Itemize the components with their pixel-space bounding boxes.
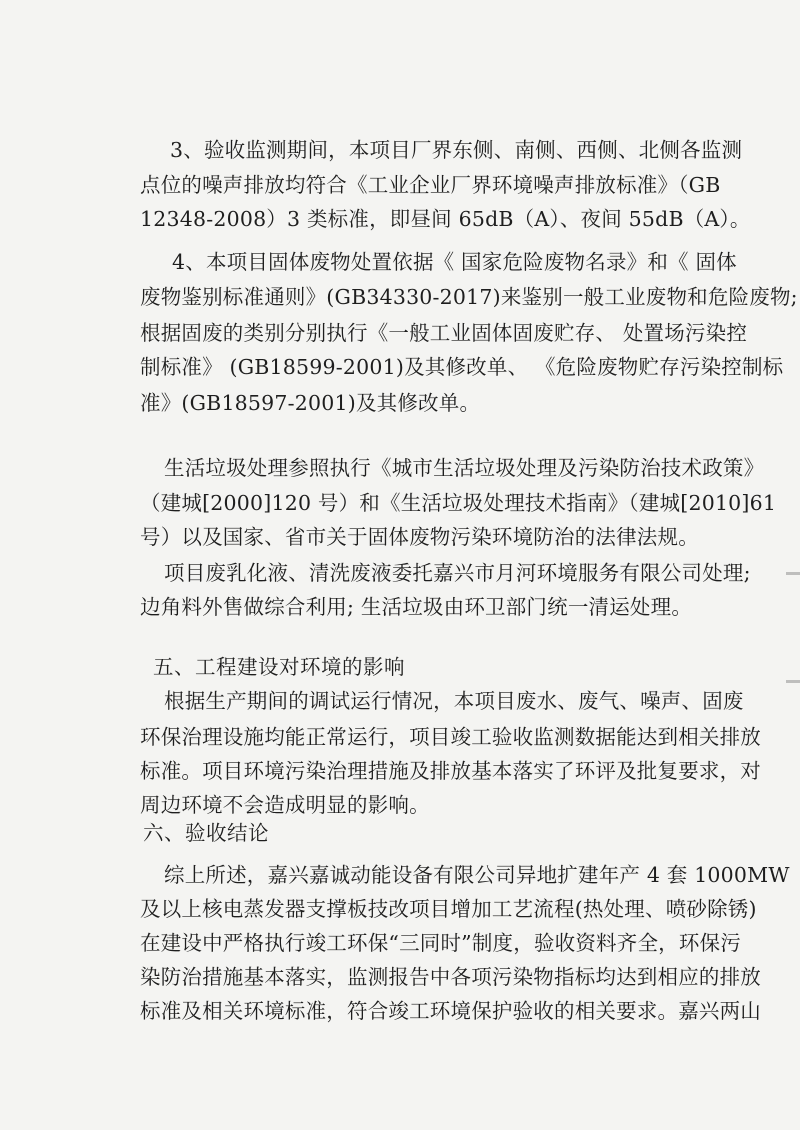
scan-edge-mark bbox=[786, 680, 800, 683]
body-text-line: 制标准》 (GB18599-2001)及其修改单、 《危险废物贮存污染控制标 bbox=[140, 355, 784, 379]
body-text-line: 准》(GB18597-2001)及其修改单。 bbox=[140, 391, 481, 415]
body-text-line: （建城[2000]120 号）和《生活垃圾处理技术指南》（建城[2010]61 bbox=[140, 491, 777, 515]
body-text-line: 环保治理设施均能正常运行，项目竣工验收监测数据能达到相关排放 bbox=[140, 725, 761, 749]
body-text-line: 生活垃圾处理参照执行《城市生活垃圾处理及污染防治技术政策》 bbox=[164, 456, 765, 480]
section-heading-5: 五、工程建设对环境的影响 bbox=[153, 655, 405, 679]
body-text-line: 及以上核电蒸发器支撑板技改项目增加工艺流程(热处理、喷砂除锈) bbox=[140, 897, 757, 921]
body-text-line: 废物鉴别标准通则》(GB34330-2017)来鉴别一般工业废物和危险废物; bbox=[140, 285, 798, 309]
body-text-line: 周边环境不会造成明显的影响。 bbox=[140, 793, 430, 817]
body-text-line: 综上所述，嘉兴嘉诚动能设备有限公司异地扩建年产 4 套 1000MW bbox=[164, 863, 790, 887]
body-text-line: 项目废乳化液、清洗废液委托嘉兴市月河环境服务有限公司处理; bbox=[164, 561, 751, 585]
body-text-line: 染防治措施基本落实，监测报告中各项污染物指标均达到相应的排放 bbox=[140, 965, 761, 989]
body-text-line: 号）以及国家、省市关于固体废物污染环境防治的法律法规。 bbox=[140, 525, 699, 549]
body-text-line: 根据固废的类别分别执行《一般工业固体固废贮存、 处置场污染控 bbox=[140, 321, 748, 345]
body-text-line: 3、验收监测期间，本项目厂界东侧、南侧、西侧、北侧各监测 bbox=[170, 138, 743, 162]
body-text-line: 12348-2008）3 类标准，即昼间 65dB（A）、夜间 55dB（A）。 bbox=[140, 207, 751, 231]
body-text-line: 标准及相关环境标准，符合竣工环境保护验收的相关要求。嘉兴两山 bbox=[140, 999, 761, 1023]
section-heading-6: 六、验收结论 bbox=[143, 821, 269, 845]
body-text-line: 点位的噪声排放均符合《工业企业厂界环境噪声排放标准》（GB bbox=[140, 173, 721, 197]
body-text-line: 在建设中严格执行竣工环保“三同时”制度，验收资料齐全，环保污 bbox=[140, 931, 741, 955]
body-text-line: 根据生产期间的调试运行情况，本项目废水、废气、噪声、固废 bbox=[164, 689, 744, 713]
body-text-line: 4、本项目固体废物处置依据《 国家危险废物名录》和《 固体 bbox=[172, 250, 737, 274]
body-text-line: 标准。项目环境污染治理措施及排放基本落实了环评及批复要求，对 bbox=[140, 759, 761, 783]
body-text-line: 边角料外售做综合利用; 生活垃圾由环卫部门统一清运处理。 bbox=[140, 595, 693, 619]
scan-edge-mark bbox=[786, 572, 800, 575]
